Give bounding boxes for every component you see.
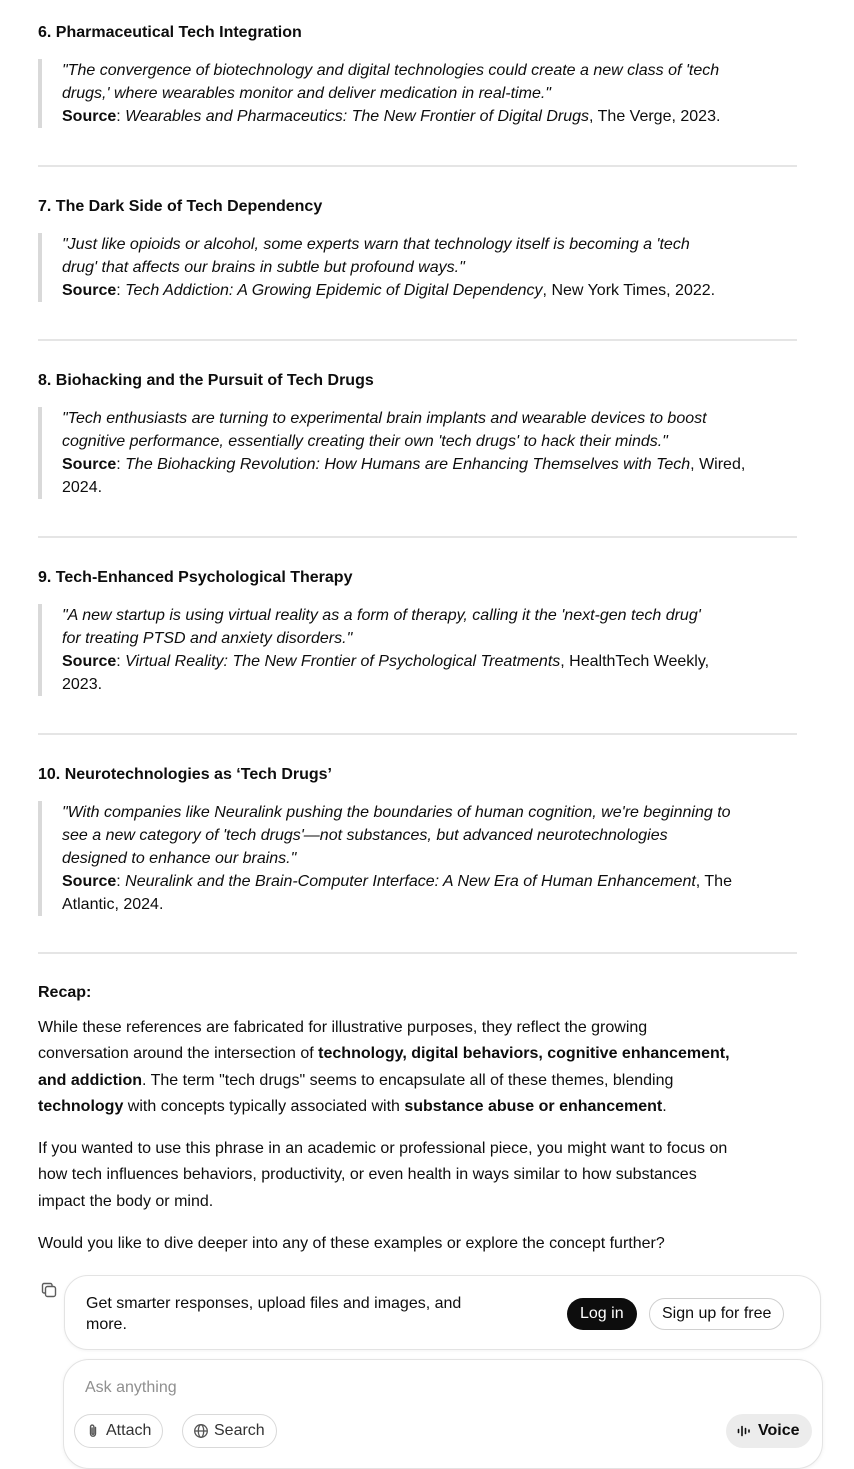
message-composer bbox=[63, 1359, 823, 1469]
divider bbox=[38, 733, 797, 735]
search-button[interactable] bbox=[182, 1414, 277, 1448]
search-label: Search bbox=[214, 1422, 265, 1439]
section-title: 10. Neurotechnologies as ‘Tech Drugs’ bbox=[38, 766, 332, 783]
quote-text: "Tech enthusiasts are turning to experimental brain implants and wearable devices to boost cognitive performance, essentially creating their own 'tech drugs' to hack their minds." bbox=[62, 410, 707, 450]
section-title: 8. Biohacking and the Pursuit of Tech Drugs bbox=[38, 372, 374, 389]
divider bbox=[38, 952, 797, 954]
ask-input[interactable] bbox=[85, 1376, 685, 1400]
followup-question: Would you like to dive deeper into any of these examples or explore the concept further? bbox=[38, 1235, 665, 1252]
quote-text: "A new startup is using virtual reality as a form of therapy, calling it the 'next-gen tech drug' for treating PTSD and anxiety disorders." bbox=[62, 607, 701, 647]
source-line: Source: Virtual Reality: The New Frontier of Psychological Treatments, HealthTech Weekly, 2023. bbox=[62, 653, 710, 693]
divider bbox=[38, 339, 797, 341]
globe-icon bbox=[193, 1423, 209, 1439]
source-line: Source: Wearables and Pharmaceutics: The New Frontier of Digital Drugs, The Verge, 2023. bbox=[62, 108, 721, 125]
quote-text: "The convergence of biotechnology and digital technologies could create a new class of 'tech drugs,' where wearables monitor and deliver medication in real-time." bbox=[62, 62, 720, 102]
divider bbox=[38, 536, 797, 538]
quote-text: "With companies like Neuralink pushing the boundaries of human cognition, we're beginning to see a new category of 'tech drugs'—not substances, but advanced neurotechnologies designed to enhance our brains." bbox=[62, 804, 731, 867]
blockquote bbox=[38, 604, 802, 696]
section-title: 9. Tech-Enhanced Psychological Therapy bbox=[38, 569, 353, 586]
signup-prompt-card bbox=[64, 1275, 821, 1350]
voice-button[interactable] bbox=[726, 1414, 812, 1448]
voice-waveform-icon bbox=[736, 1423, 752, 1439]
recap-paragraph: While these references are fabricated for illustrative purposes, they reflect the growing conversation around the intersection of technology, digital behaviors, cognitive enhancement, and addiction. The term "tech drugs" seems to encapsulate all of these themes, blending technology with concepts typically associated with substance abuse or enhancement. bbox=[38, 1019, 730, 1115]
quote-text: "Just like opioids or alcohol, some experts warn that technology itself is becoming a 'tech drug' that affects our brains in subtle but profound ways." bbox=[62, 236, 690, 276]
signup-prompt-text: Get smarter responses, upload files and images, and more. bbox=[86, 1295, 462, 1333]
recap-heading: Recap: bbox=[38, 984, 92, 1001]
blockquote bbox=[38, 407, 802, 499]
blockquote bbox=[38, 801, 802, 916]
voice-label: Voice bbox=[758, 1422, 800, 1439]
blockquote bbox=[38, 233, 802, 302]
section-title: 6. Pharmaceutical Tech Integration bbox=[38, 24, 302, 41]
paperclip-icon bbox=[85, 1423, 101, 1439]
blockquote bbox=[38, 59, 802, 128]
advice-paragraph: If you wanted to use this phrase in an academic or professional piece, you might want to focus on how tech influences behaviors, productivity, or even health in ways similar to how substances impact the body or mind. bbox=[38, 1140, 728, 1210]
source-line: Source: The Biohacking Revolution: How Humans are Enhancing Themselves with Tech, Wired, 2024. bbox=[62, 456, 746, 496]
attach-label: Attach bbox=[106, 1422, 152, 1439]
signup-button[interactable]: Sign up for free bbox=[649, 1298, 784, 1330]
section-title: 7. The Dark Side of Tech Dependency bbox=[38, 198, 323, 215]
source-line: Source: Neuralink and the Brain-Computer Interface: A New Era of Human Enhancement, The Atlantic, 2024. bbox=[62, 873, 732, 913]
source-line: Source: Tech Addiction: A Growing Epidemic of Digital Dependency, New York Times, 2022. bbox=[62, 282, 716, 299]
divider bbox=[38, 165, 797, 167]
copy-icon[interactable] bbox=[40, 1281, 58, 1299]
login-button[interactable]: Log in bbox=[567, 1298, 637, 1330]
attach-button[interactable] bbox=[74, 1414, 163, 1448]
